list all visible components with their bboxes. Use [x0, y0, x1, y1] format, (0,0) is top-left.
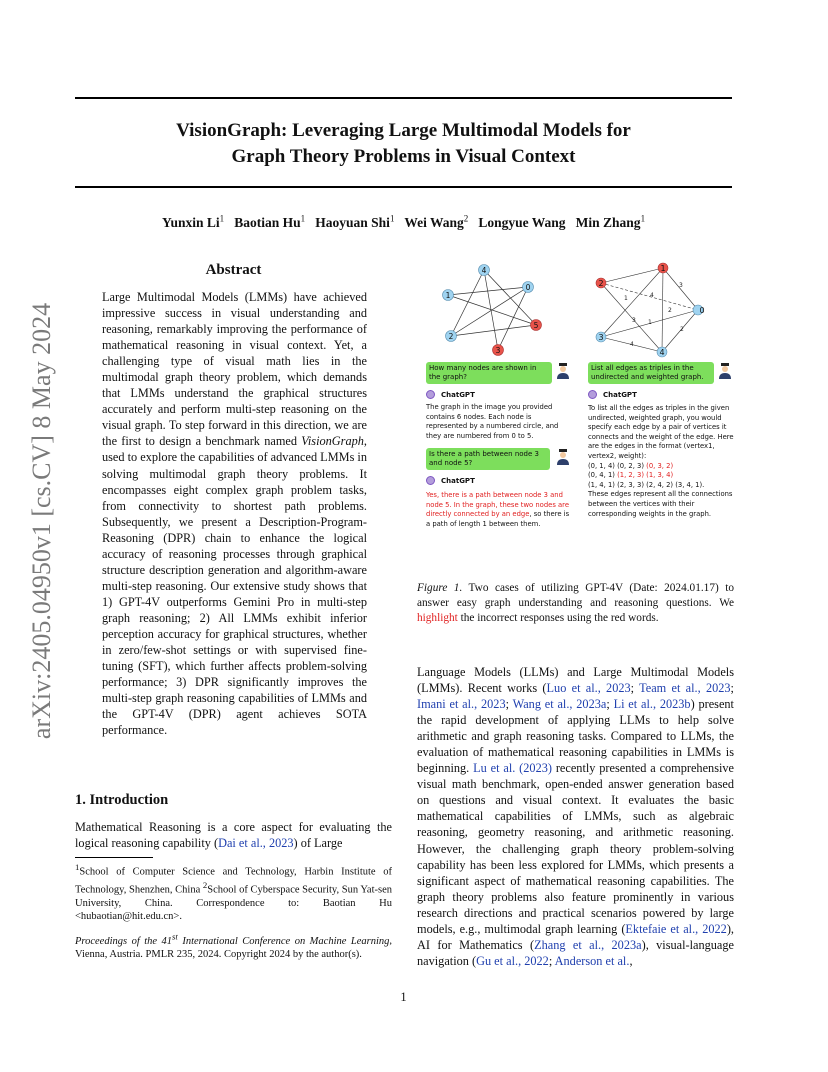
right-edge-weights — [624, 282, 684, 348]
user-icon — [556, 363, 570, 379]
title-line-1: VisionGraph: Leveraging Large Multimodal Models for — [176, 120, 631, 141]
abstract-heading: Abstract — [205, 262, 262, 278]
citation-link[interactable]: Ektefaie et al., 2022 — [625, 921, 727, 936]
intro-paragraph: Mathematical Reasoning is a core aspect for evaluating the logical reasoning capability (Dai et al., 2023) of Large — [75, 820, 392, 851]
chatgpt-label: ChatGPT — [441, 477, 475, 485]
edge-weight: 4 — [630, 341, 634, 348]
proceedings-note: Proceedings of the 41st International Conference on Machine Learning, Vienna, Austria. PMLR 235, 2024. Copyright 2024 by the author(s). — [75, 931, 392, 960]
chatgpt-icon — [426, 476, 435, 485]
chatgpt-icon — [588, 390, 597, 399]
node-label: 3 — [598, 333, 604, 342]
figure-1 — [418, 260, 740, 550]
citation-link[interactable]: Anderson et al. — [554, 953, 630, 968]
intro-paragraph-continued: Language Models (LLMs) and Large Multimodal Models (LMMs). Recent works (Luo et al., 2023; Team et al., 2023; Imani et al., 2023; Wang et al., 2023a; Li et al., 2023b) present the rapid development of applying LLMs to help solve arithmetic and graph reasoning tasks. Compared to LLMs, the evaluation of mathematical reasoning capabilities in LMMs is beginning. Lu et al. (2023) recently presented a comprehensive visual math benchmark, open-ended answer generation based on questions and visual context. It evaluates the basic mathematical capabilities of LMMs, such as algebraic reasoning, geometry reasoning, and arithmetic reasoning. However, the challenging graph theory problem-solving capability has been less explored for LMMs, which presents a significant aspect of mathematical reasoning capabilities. The graph theory problems also feature prominently in various research directions and practical scenarios powered by large models, e.g., multimodal graph learning (Ektefaie et al., 2022), AI for Mathematics (Zhang et al., 2023a), visual-language navigation (Gu et al., 2022; Anderson et al., — [417, 665, 734, 968]
author-list — [75, 213, 732, 231]
citation-link[interactable]: Team et al., 2023 — [639, 681, 731, 696]
user-icon — [556, 449, 570, 465]
affiliation-footnote: $^1$School of Computer Science and Technology, Harbin Institute of Technology, Shenzhen, China $^2$School of Cyberspace Security, Sun Yat-sen University, China. Correspondence to: Baotian Hu <hubaotian@hit.edu.cn>. — [75, 862, 392, 922]
citation-link[interactable]: Zhang et al., 2023a — [534, 937, 642, 952]
node-label: 3 — [495, 346, 501, 355]
author: Longyue Wang — [478, 214, 566, 230]
edge-weight: 2 — [668, 307, 672, 314]
author: Baotian Hu$^1$ — [234, 213, 306, 230]
question-bubble: Is there a path between node 3 and node 5? — [426, 448, 550, 470]
edge-weight: 3 — [632, 317, 636, 324]
figure-caption: Figure 1. Two cases of utilizing GPT-4V (Date: 2024.01.17) to answer easy graph understanding and reasoning questions. We highlight the incorrect responses using the red words. — [417, 582, 734, 624]
node-label: 5 — [533, 321, 539, 330]
author: Wei Wang$^2$ — [404, 213, 469, 230]
citation-link[interactable]: Lu et al. (2023) — [473, 761, 552, 776]
section-heading-introduction: 1. Introduction — [75, 792, 169, 808]
author: Haoyuan Shi$^1$ — [315, 213, 395, 230]
citation-link[interactable]: Imani et al., 2023 — [417, 697, 506, 712]
page-number: 1 — [400, 990, 407, 1004]
graph-images — [418, 260, 740, 360]
chatgpt-label: ChatGPT — [603, 391, 637, 399]
edge-weight: 3 — [679, 282, 683, 289]
title-rule-top — [75, 97, 732, 99]
chatgpt-icon — [426, 390, 435, 399]
citation-link[interactable]: Dai et al., 2023 — [218, 836, 294, 851]
question-bubble: List all edges as triples in the undirected and weighted graph. — [588, 362, 714, 384]
abstract-text: Large Multimodal Models (LMMs) have achieved impressive success in visual understanding and reasoning, remarkably improving the performance of mathematical reasoning in visual context. Yet, a challenging type of visual math lies in the multimodal graph theory problem, which demands that LMMs understand the graphical structures accurately and perform multi-step reasoning on the visual graph. To step forward in this direction, we are the first to design a benchmark named VisionGraph, used to explore the capabilities of advanced LMMs in solving multimodal graph theory problems. It encompasses eight complex graph problem tasks, from connectivity to shortest path problems. Subsequently, we present a Description-Program-Reasoning (DPR) chain to enhance the logical accuracy of reasoning processes through graphical structure description generation and algorithm-aware multi-step reasoning. Our extensive study shows that 1) GPT-4V outperforms Gemini Pro in multi-step graph reasoning; 2) All LMMs exhibit inferior perception accuracy for graphical structures, whether in zero/few-shot settings or with supervised fine-tuning (SFT), which further affects problem-solving performance; 3) DPR significantly improves the multi-step graph reasoning capabilities of LMMs and the GPT-4V (DPR) agent achieves SOTA performance. — [102, 290, 367, 738]
paper-title — [75, 118, 732, 170]
author: Yunxin Li$^1$ — [161, 213, 225, 230]
left-graph — [445, 270, 536, 350]
chatgpt-label: ChatGPT — [441, 391, 475, 399]
question-bubble: How many nodes are shown in the graph? — [426, 362, 552, 384]
citation-link[interactable]: Luo et al., 2023 — [546, 681, 631, 696]
node-label: 1 — [660, 264, 666, 273]
node-label: 4 — [659, 348, 665, 357]
title-line-2: Graph Theory Problems in Visual Context — [231, 146, 576, 167]
arxiv-identifier: arXiv:2405.04950v1 [cs.CV] 8 May 2024 — [27, 302, 56, 740]
citation-link[interactable]: Gu et al., 2022 — [476, 953, 549, 968]
chatgpt-answer-incorrect: Yes, there is a path between node 3 and node 5. In the graph, these two nodes are directly connected by an edge, so there is a path of length 1 between them. — [426, 491, 570, 528]
chatgpt-answer-edges: To list all the edges as triples in the given undirected, weighted graph, you would specify each edge by a pair of vertices it connects and the weight of the edge. Here are the edges in the format (vertex1, vertex2, weight): (0, 1, 4) (0, 2, 3) (0, 3, 2) (0, 4, 1) (1, 2, 3) (1, 3, 4) (1, 4, 1) (2, 3, 3) (2, 4, 2) (3, 4, 1). These edges represent all the connections between the vertices with their corresponding weights in the graph. — [588, 404, 734, 518]
node-label: 4 — [481, 266, 487, 275]
node-label: 2 — [598, 279, 604, 288]
author: Min Zhang$^1$ — [575, 213, 646, 230]
right-graph — [601, 268, 698, 352]
edge-weight: 1 — [648, 319, 652, 326]
footnote-rule — [75, 857, 153, 858]
arxiv-sidebar — [22, 286, 62, 756]
title-rule-bottom — [75, 186, 732, 188]
citation-link[interactable]: Wang et al., 2023a — [512, 697, 607, 712]
edge-weight: 4 — [650, 292, 654, 299]
edge-weight: 2 — [680, 326, 684, 333]
node-label: 0 — [699, 306, 705, 315]
node-label: 2 — [448, 332, 454, 341]
citation-link[interactable]: Li et al., 2023b — [613, 697, 691, 712]
node-label: 1 — [445, 291, 451, 300]
edge-weight: 1 — [624, 295, 628, 302]
node-label: 0 — [525, 283, 531, 292]
chatgpt-answer: The graph in the image you provided contains 6 nodes. Each node is represented by a numbered circle, and they are numbered from 0 to 5. — [426, 403, 559, 440]
user-icon — [718, 363, 732, 379]
